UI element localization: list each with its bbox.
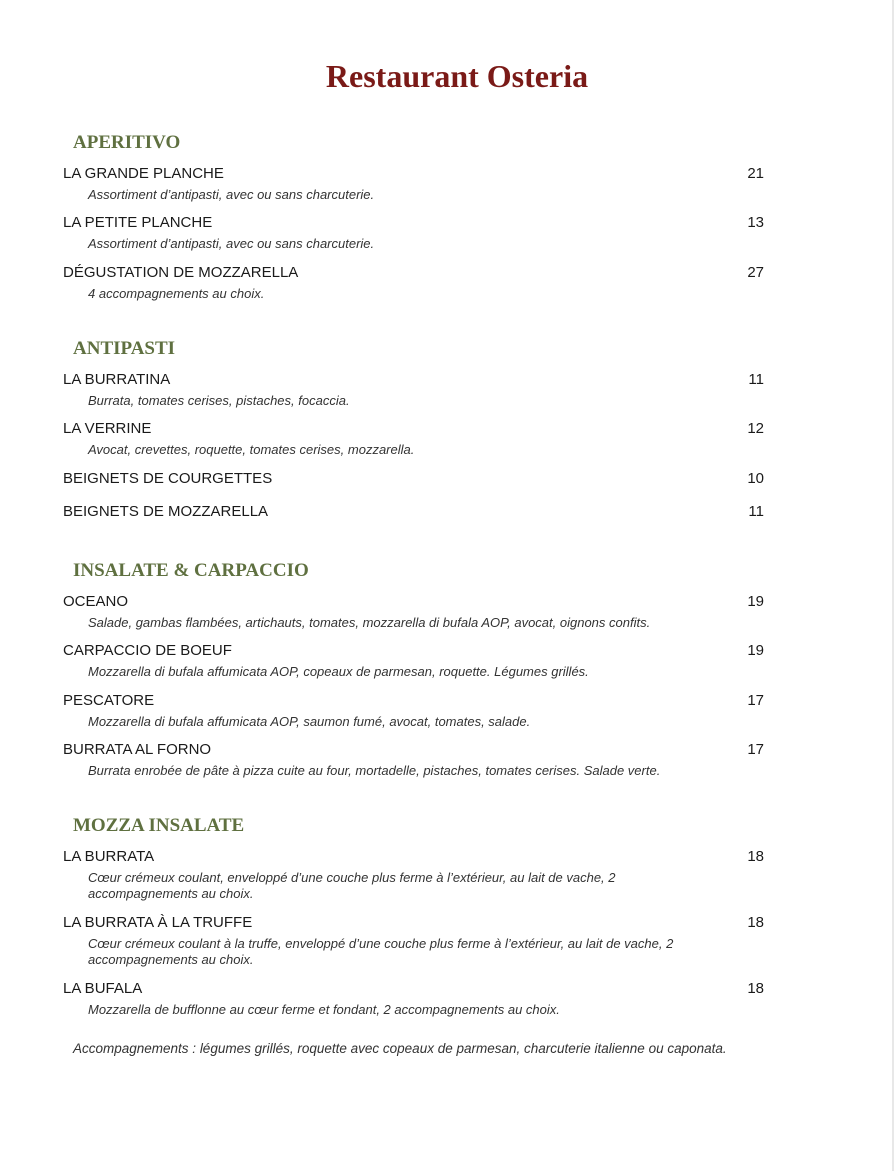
item-price: 18 [747,914,764,931]
item-description: Mozzarella de bufflonne au cœur ferme et fondant, 2 accompagnements au choix. [88,1002,560,1017]
item-price: 18 [747,848,764,865]
item-name: BEIGNETS DE COURGETTES [63,470,273,487]
item-name: DÉGUSTATION DE MOZZARELLA [63,264,299,281]
item-price: 11 [748,371,764,388]
item-name: LA BURRATA [63,848,155,865]
item-description: Assortiment d’antipasti, avec ou sans charcuterie. [88,236,375,251]
item-name: LA GRANDE PLANCHE [63,165,224,182]
item-price: 18 [747,980,764,997]
section-heading: MOZZA INSALATE [73,815,245,836]
item-description: Salade, gambas flambées, artichauts, tomates, mozzarella di bufala AOP, avocat, oignons confits. [88,615,651,630]
item-name: LA PETITE PLANCHE [63,214,213,231]
item-name: BEIGNETS DE MOZZARELLA [63,503,269,520]
item-price: 11 [748,503,764,520]
item-description: Mozzarella di bufala affumicata AOP, copeaux de parmesan, roquette. Légumes grillés. [88,664,589,679]
section-heading: ANTIPASTI [73,338,176,359]
item-name: LA VERRINE [63,420,152,437]
item-name: LA BUFALA [63,980,143,997]
item-price: 19 [747,642,764,659]
item-price: 12 [747,420,764,437]
item-description: Cœur crémeux coulant à la truffe, enveloppé d’une couche plus ferme à l’extérieur, au lait de vache, 2 accompagnements au choix. [88,936,674,967]
item-description: Cœur crémeux coulant, enveloppé d’une couche plus ferme à l’extérieur, au lait de vache, 2 accompagnements au choix. [88,870,616,901]
item-description: Assortiment d’antipasti, avec ou sans charcuterie. [88,187,375,202]
item-price: 21 [747,165,764,182]
item-price: 27 [747,264,764,281]
section-heading: INSALATE & CARPACCIO [73,560,309,581]
accompaniments-note: Accompagnements : légumes grillés, roquette avec copeaux de parmesan, charcuterie italienne ou caponata. [73,1041,727,1056]
item-name: LA BURRATINA [63,371,171,388]
item-price: 13 [747,214,764,231]
item-name: PESCATORE [63,692,155,709]
item-description: 4 accompagnements au choix. [88,286,265,301]
item-description: Burrata enrobée de pâte à pizza cuite au four, mortadelle, pistaches, tomates cerises. Salade verte. [88,763,661,778]
page-title: Restaurant Osteria [325,58,589,94]
item-price: 17 [747,692,764,709]
item-description: Burrata, tomates cerises, pistaches, focaccia. [88,393,350,408]
item-name: CARPACCIO DE BOEUF [63,642,232,659]
item-price: 17 [747,741,764,758]
item-price: 19 [747,593,764,610]
item-name: BURRATA AL FORNO [63,741,212,758]
item-description: Mozzarella di bufala affumicata AOP, saumon fumé, avocat, tomates, salade. [88,714,531,729]
item-name: OCEANO [63,593,129,610]
item-price: 10 [747,470,764,487]
item-name: LA BURRATA À LA TRUFFE [63,914,253,931]
section-heading: APERITIVO [73,132,181,153]
item-description: Avocat, crevettes, roquette, tomates cerises, mozzarella. [88,442,415,457]
